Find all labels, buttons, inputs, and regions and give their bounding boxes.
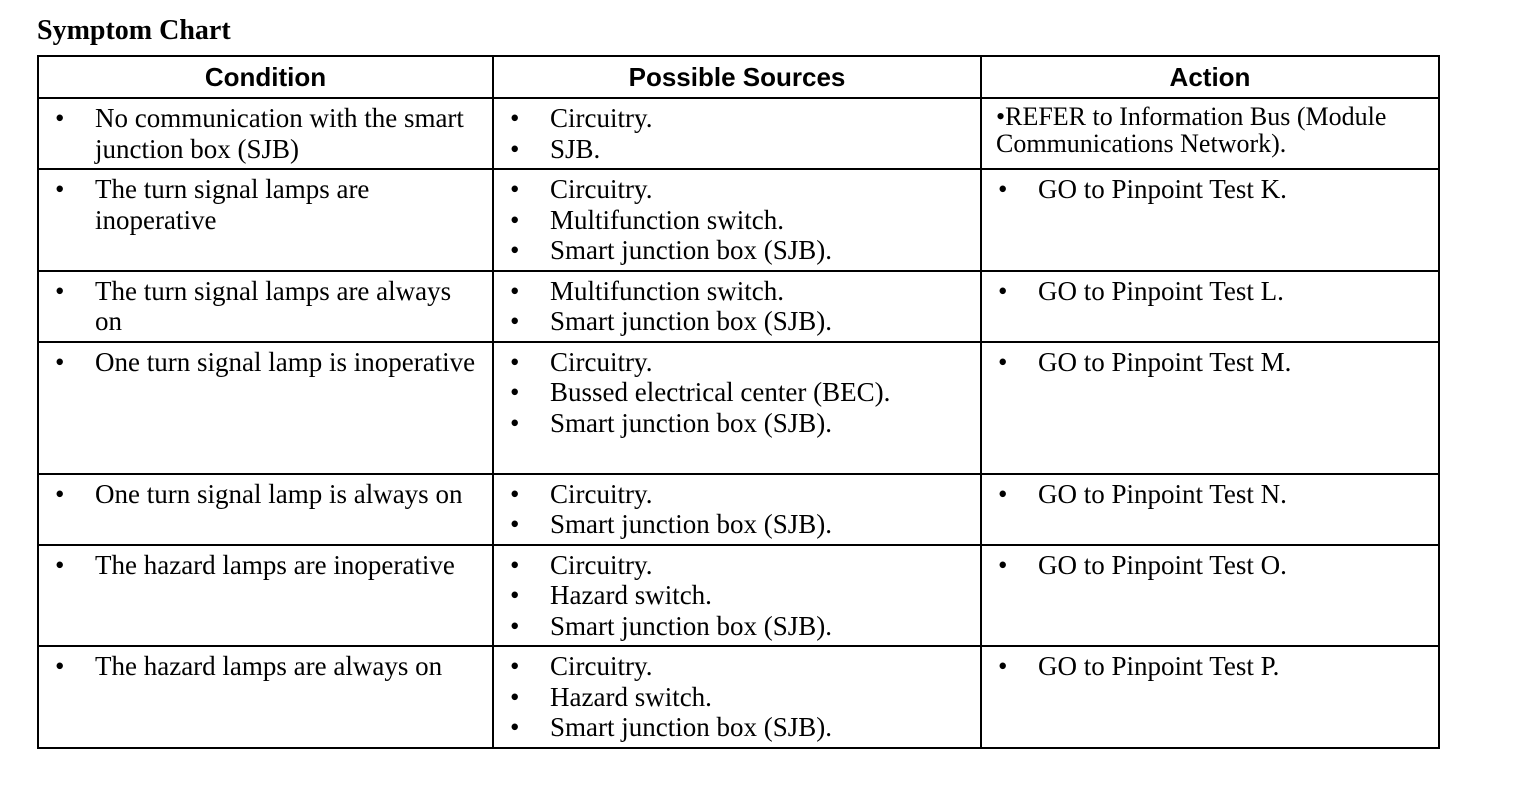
action-cell bbox=[981, 271, 1439, 342]
source-item: Circuitry. bbox=[550, 346, 653, 377]
source-item: Smart junction box (SJB). bbox=[550, 509, 832, 539]
condition-cell bbox=[38, 646, 493, 748]
bullet: • bbox=[55, 346, 65, 377]
bullet: • bbox=[510, 133, 520, 164]
bullet: • bbox=[55, 174, 65, 204]
bullet: • bbox=[998, 174, 1008, 204]
bullet: • bbox=[998, 549, 1008, 580]
page-title: Symptom Chart bbox=[37, 15, 231, 46]
header-possible-sources: Possible Sources bbox=[493, 56, 981, 98]
bullet: • bbox=[510, 651, 520, 681]
bullet: • bbox=[510, 681, 520, 712]
sources-cell bbox=[493, 646, 981, 748]
bullet: • bbox=[55, 103, 65, 133]
source-item: Smart junction box (SJB). bbox=[550, 235, 832, 265]
bullet: • bbox=[510, 204, 520, 235]
sources-cell bbox=[493, 474, 981, 545]
table-row bbox=[38, 169, 1439, 271]
condition-cell bbox=[38, 98, 493, 169]
table-row bbox=[38, 98, 1439, 169]
sources-cell bbox=[493, 342, 981, 474]
bullet: • bbox=[55, 275, 65, 306]
condition-cell bbox=[38, 545, 493, 647]
bullet: • bbox=[510, 346, 520, 377]
bullet: • bbox=[510, 377, 520, 407]
table-row bbox=[38, 545, 1439, 647]
bullet: • bbox=[510, 103, 520, 133]
bullet: • bbox=[996, 102, 1006, 131]
action-text: GO to Pinpoint Test N. bbox=[1038, 478, 1287, 509]
table-row bbox=[38, 342, 1439, 474]
source-item: Circuitry. bbox=[550, 478, 653, 509]
bullet: • bbox=[510, 235, 520, 265]
action-text: GO to Pinpoint Test M. bbox=[1038, 346, 1292, 377]
action-cell bbox=[981, 342, 1439, 474]
symptom-table bbox=[37, 55, 1440, 749]
action-text: GO to Pinpoint Test O. bbox=[1038, 549, 1287, 580]
condition-cell bbox=[38, 271, 493, 342]
condition-text: The turn signal lamps are inoperative bbox=[95, 174, 370, 235]
condition-text: The hazard lamps are always on bbox=[95, 651, 443, 681]
condition-text: The turn signal lamps are always on bbox=[95, 275, 452, 336]
source-item: Smart junction box (SJB). bbox=[550, 306, 832, 336]
bullet: • bbox=[998, 651, 1008, 681]
bullet: • bbox=[510, 407, 520, 438]
source-item: Multifunction switch. bbox=[550, 275, 784, 306]
bullet: • bbox=[55, 478, 65, 509]
condition-text: One turn signal lamp is always on bbox=[95, 478, 463, 509]
source-item: Circuitry. bbox=[550, 549, 653, 580]
action-cell bbox=[981, 646, 1439, 748]
action-text: GO to Pinpoint Test P. bbox=[1038, 651, 1280, 681]
sources-cell bbox=[493, 98, 981, 169]
bullet: • bbox=[510, 174, 520, 204]
sources-cell bbox=[493, 545, 981, 647]
bullet: • bbox=[510, 580, 520, 610]
bullet: • bbox=[510, 478, 520, 509]
source-item: Circuitry. bbox=[550, 103, 653, 133]
bullet: • bbox=[55, 651, 65, 681]
action-cell bbox=[981, 474, 1439, 545]
action-cell bbox=[981, 98, 1439, 169]
bullet: • bbox=[55, 549, 65, 580]
source-item: Hazard switch. bbox=[550, 681, 712, 712]
condition-text: No communication with the smart junction box (SJB) bbox=[95, 103, 464, 164]
bullet: • bbox=[510, 549, 520, 580]
header-action: Action bbox=[981, 56, 1439, 98]
bullet: • bbox=[510, 509, 520, 539]
action-text: GO to Pinpoint Test K. bbox=[1038, 174, 1287, 204]
action-cell bbox=[981, 545, 1439, 647]
bullet: • bbox=[510, 610, 520, 641]
bullet: • bbox=[510, 275, 520, 306]
source-item: Circuitry. bbox=[550, 651, 653, 681]
source-item: Smart junction box (SJB). bbox=[550, 610, 832, 641]
source-item: Smart junction box (SJB). bbox=[550, 712, 832, 742]
condition-text: The hazard lamps are inoperative bbox=[95, 549, 455, 580]
source-item: Smart junction box (SJB). bbox=[550, 407, 832, 438]
action-cell bbox=[981, 169, 1439, 271]
condition-text: One turn signal lamp is inoperative bbox=[95, 346, 476, 377]
condition-cell bbox=[38, 169, 493, 271]
source-item: Hazard switch. bbox=[550, 580, 712, 610]
sources-cell bbox=[493, 169, 981, 271]
source-item: SJB. bbox=[550, 133, 601, 164]
action-text: GO to Pinpoint Test L. bbox=[1038, 275, 1284, 306]
condition-cell bbox=[38, 474, 493, 545]
bullet: • bbox=[510, 306, 520, 336]
source-item: Multifunction switch. bbox=[550, 204, 784, 235]
bullet: • bbox=[510, 712, 520, 742]
table-row bbox=[38, 271, 1439, 342]
condition-cell bbox=[38, 342, 493, 474]
header-condition: Condition bbox=[38, 56, 493, 98]
sources-cell bbox=[493, 271, 981, 342]
table-row bbox=[38, 646, 1439, 748]
source-item: Circuitry. bbox=[550, 174, 653, 204]
action-text: REFER to Information Bus (Module Communications Network). bbox=[996, 102, 1387, 158]
bullet: • bbox=[998, 346, 1008, 377]
table-header-row bbox=[38, 56, 1439, 98]
table-row bbox=[38, 474, 1439, 545]
bullet: • bbox=[998, 478, 1008, 509]
bullet: • bbox=[998, 275, 1008, 306]
source-item: Bussed electrical center (BEC). bbox=[550, 377, 891, 407]
